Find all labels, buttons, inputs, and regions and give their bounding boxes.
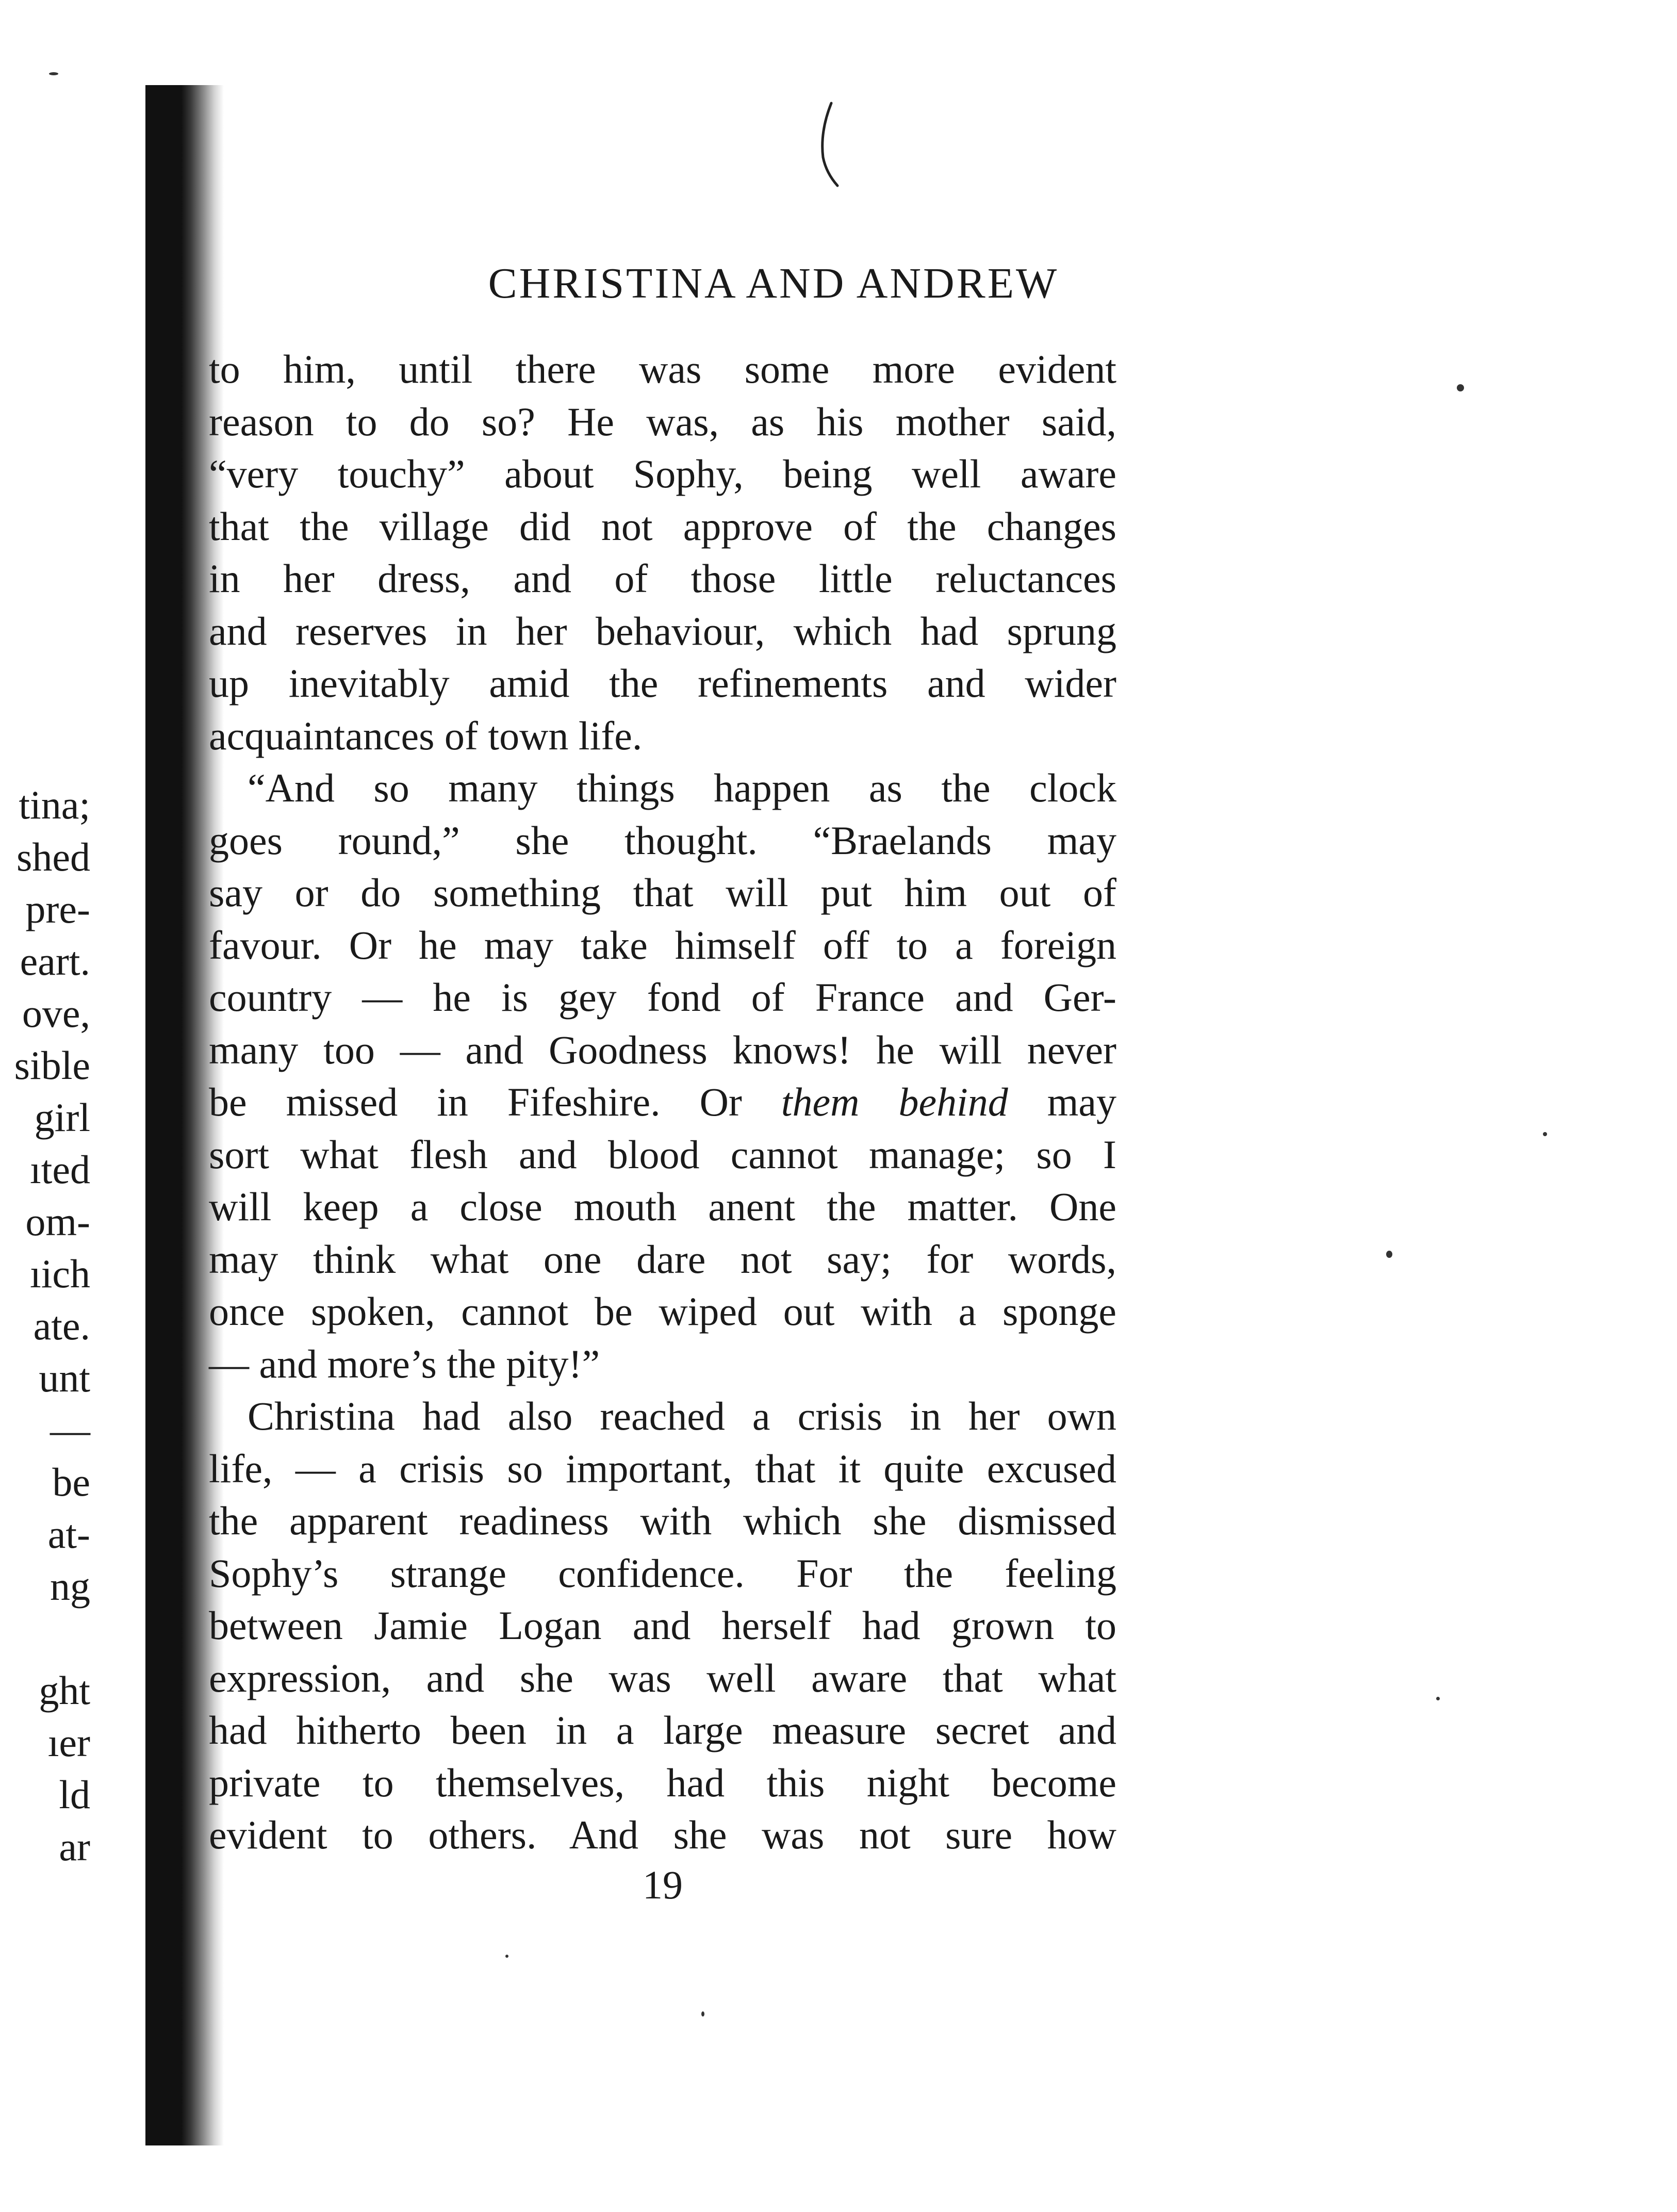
- text-line: reason to do so? He was, as his mother said,: [209, 399, 1116, 444]
- text-line: may think what one dare not say; for words,: [209, 1236, 1116, 1282]
- speck: [1543, 1132, 1547, 1136]
- text-line: in her dress, and of those little reluctances: [209, 556, 1116, 601]
- facing-page-fragments: [0, 779, 90, 1873]
- facing-fragment: ng: [50, 1564, 90, 1609]
- text-line: that the village did not approve of the changes: [209, 503, 1116, 549]
- text-line: goes round,” she thought. “Braelands may: [209, 817, 1116, 863]
- text-line: Sophy’s strange confidence. For the feeling: [209, 1550, 1116, 1596]
- facing-fragment: pre-: [25, 887, 90, 931]
- facing-fragment: eart.: [20, 939, 90, 984]
- italic-phrase: them behind: [781, 1079, 1008, 1124]
- facing-fragment: ıted: [30, 1147, 90, 1192]
- facing-fragment: be: [52, 1460, 90, 1504]
- text-line: life, — a crisis so important, that it quite excused: [209, 1446, 1116, 1491]
- page-number: 19: [643, 1862, 683, 1907]
- text-line: favour. Or he may take himself off to a foreign: [209, 922, 1116, 968]
- speck: [49, 72, 58, 75]
- facing-fragment: —: [50, 1407, 90, 1452]
- speck: [1386, 1251, 1392, 1258]
- text-line: once spoken, cannot be wiped out with a sponge: [209, 1289, 1116, 1334]
- facing-fragment: shed: [17, 834, 90, 879]
- text-line: say or do something that will put him out of: [209, 870, 1116, 915]
- facing-fragment: at-: [47, 1512, 90, 1556]
- text-line: be missed in Fifeshire. Or them behind may: [209, 1079, 1117, 1124]
- text-line: private to themselves, had this night become: [209, 1760, 1116, 1805]
- text-line: the apparent readiness with which she dismissed: [209, 1498, 1116, 1543]
- facing-fragment: tina;: [19, 782, 90, 827]
- facing-fragment: om-: [25, 1199, 90, 1244]
- text-line: Christina had also reached a crisis in her own: [248, 1394, 1116, 1438]
- facing-fragment: girl: [34, 1095, 90, 1140]
- text-line: evident to others. And she was not sure how: [209, 1812, 1116, 1857]
- facing-fragment: sible: [14, 1043, 90, 1088]
- text-line: up inevitably amid the refinements and wider: [209, 661, 1116, 706]
- text-line: had hitherto been in a large measure secret and: [209, 1708, 1116, 1752]
- facing-fragment: ıich: [30, 1251, 90, 1296]
- facing-fragment: ove,: [22, 991, 90, 1036]
- speck: [1457, 384, 1464, 391]
- text-line: expression, and she was well aware that what: [209, 1655, 1116, 1700]
- text-line: sort what flesh and blood cannot manage; so I: [209, 1132, 1116, 1177]
- text-line: and reserves in her behaviour, which had sprung: [209, 608, 1116, 653]
- facing-fragment: unt: [39, 1355, 90, 1400]
- facing-fragment: ıer: [47, 1720, 90, 1765]
- facing-fragment: [0, 1612, 90, 1664]
- text-line: will keep a close mouth anent the matter. One: [209, 1184, 1116, 1229]
- text-line: “very touchy” about Sophy, being well aware: [209, 451, 1116, 496]
- text-line: to him, until there was some more evident: [209, 347, 1116, 391]
- text-line: — and more’s the pity!”: [209, 1341, 600, 1386]
- speck: [701, 2011, 704, 2017]
- pencil-mark: [811, 101, 842, 188]
- text-line: acquaintances of town life.: [209, 713, 643, 758]
- text-line: “And so many things happen as the clock: [248, 765, 1116, 810]
- facing-fragment: ate.: [33, 1303, 90, 1348]
- text-line: between Jamie Logan and herself had grown to: [209, 1603, 1116, 1648]
- speck: [1436, 1697, 1440, 1700]
- facing-fragment: ght: [39, 1668, 90, 1713]
- text-line: country — he is gey fond of France and Ger-: [209, 975, 1116, 1020]
- body-text: [209, 343, 1116, 1861]
- running-head: CHRISTINA AND ANDREW: [488, 259, 1059, 307]
- speck: [505, 1955, 508, 1958]
- text-line: many too — and Goodness knows! he will never: [209, 1027, 1116, 1072]
- facing-fragment: ar: [59, 1824, 90, 1869]
- facing-fragment: ld: [59, 1772, 90, 1817]
